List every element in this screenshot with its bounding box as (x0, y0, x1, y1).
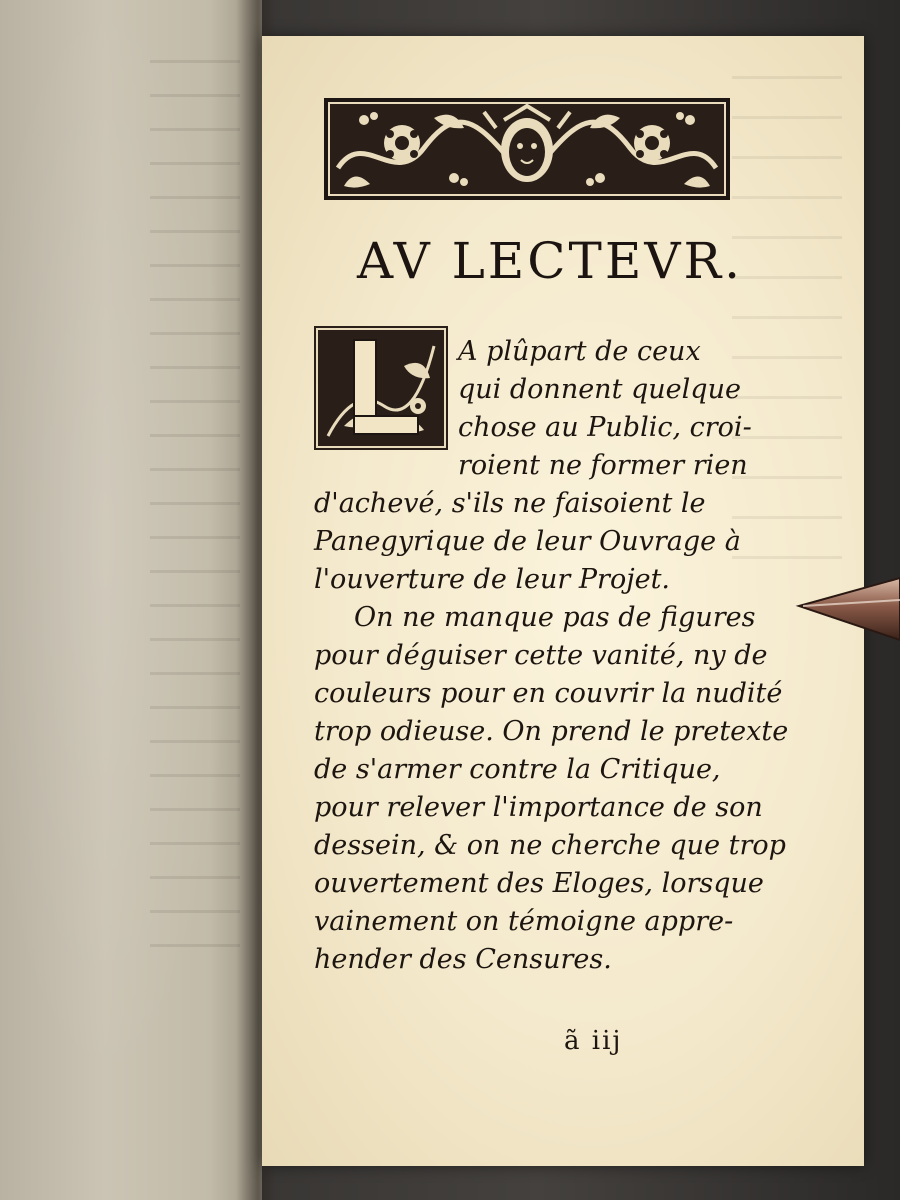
text-line: pour relever l'importance de son (314, 792, 763, 823)
text-line: vainement on témoigne appre- (314, 906, 734, 937)
text-line: qui donnent quelque (458, 374, 741, 405)
text-line: On ne manque pas de figures (354, 602, 756, 633)
text-line: pour déguiser cette vanité, ny de (314, 640, 768, 671)
pen-nib-pointer (795, 574, 900, 644)
show-through-text (732, 76, 842, 596)
right-page (262, 36, 864, 1166)
ornamental-dropcap (314, 326, 448, 450)
text-line: couleurs pour en couvrir la nudité (314, 678, 783, 709)
text-line: trop odieuse. On prend le pretexte (314, 716, 789, 747)
text-line: d'achevé, s'ils ne faisoient le (314, 488, 706, 519)
left-page (0, 0, 262, 1200)
page-title: AV LECTEVR. (356, 232, 744, 290)
signature-mark: ã iij (564, 1026, 623, 1056)
text-line: roient ne former rien (458, 450, 748, 481)
text-line: A plûpart de ceux (458, 336, 701, 367)
text-line: ouvertement des Eloges, lorsque (314, 868, 764, 899)
text-line: dessein, & on ne cherche que trop (314, 830, 786, 861)
woodcut-headpiece (324, 98, 730, 200)
text-line: l'ouverture de leur Projet. (314, 564, 670, 595)
text-line: hender des Censures. (314, 944, 612, 975)
text-line: chose au Public, croi- (458, 412, 752, 443)
show-through-text (150, 60, 240, 960)
text-line: de s'armer contre la Critique, (314, 754, 721, 785)
text-line: Panegyrique de leur Ouvrage à (314, 526, 741, 557)
